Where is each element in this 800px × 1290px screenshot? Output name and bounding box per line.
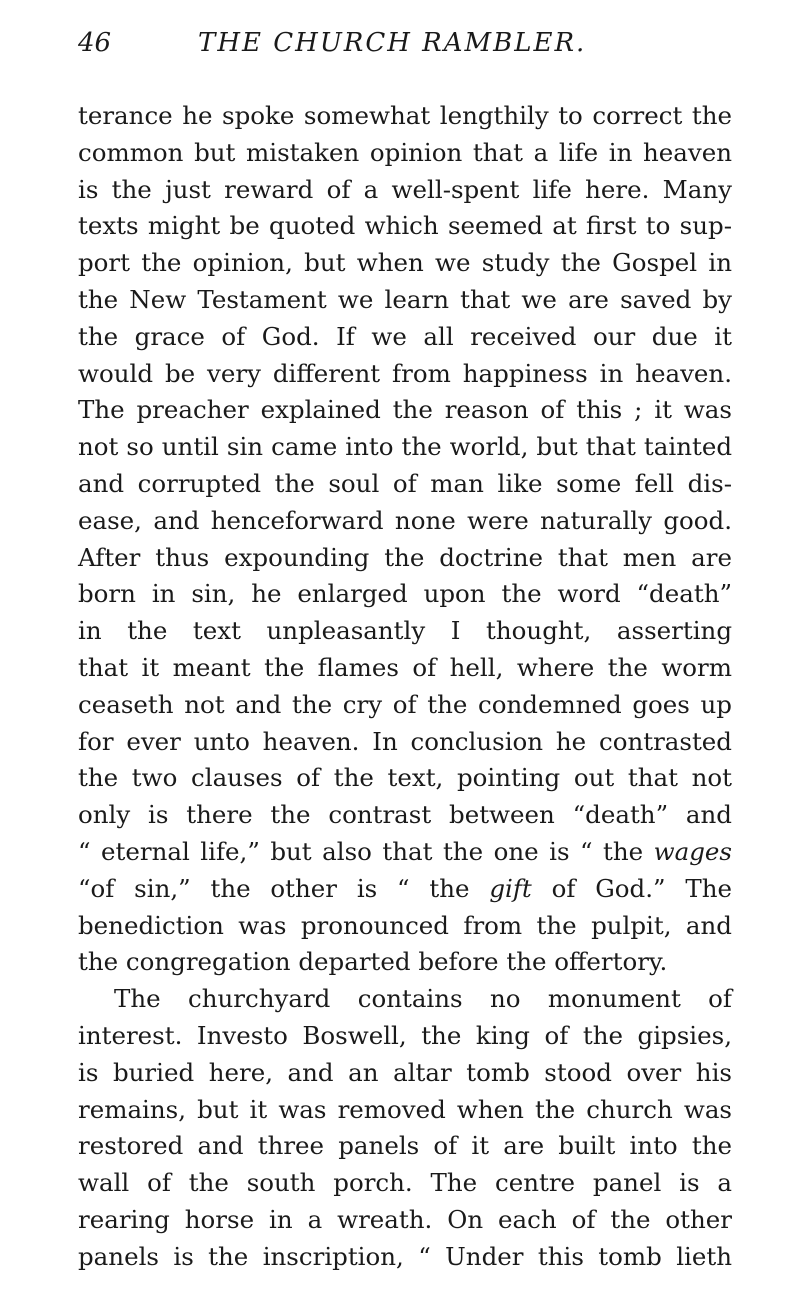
- text-line: ease, and henceforward none were naturally good.: [78, 505, 732, 535]
- text-line: The churchyard contains no monument of: [114, 984, 732, 1014]
- paragraph-1: [78, 98, 732, 981]
- text-line: is buried here, and an altar tomb stood over his: [78, 1057, 732, 1087]
- text-line: and corrupted the soul of man like some fell dis-: [78, 468, 732, 498]
- text-line: not so until sin came into the world, but that tainted: [78, 432, 732, 462]
- text-line: would be very different from happiness in heaven.: [78, 358, 732, 388]
- text-line: restored and three panels of it are built into the: [78, 1131, 732, 1161]
- italic-word: wages: [653, 836, 732, 866]
- text-line: rearing horse in a wreath. On each of the other: [78, 1204, 732, 1234]
- text-line: the grace of God. If we all received our due it: [78, 321, 732, 351]
- text-line-with-italic: [78, 834, 732, 871]
- text-line: the two clauses of the text, pointing out that not: [78, 763, 732, 793]
- text-line-with-italic: [78, 871, 732, 908]
- text-line: remains, but it was removed when the church was: [78, 1094, 732, 1124]
- body-text: [78, 98, 732, 1276]
- text-line: benediction was pronounced from the pulpit, and: [78, 910, 732, 940]
- text-line: the New Testament we learn that we are saved by: [78, 284, 732, 314]
- text-line: interest. Investo Boswell, the king of the gipsies,: [78, 1020, 732, 1050]
- text-line: for ever unto heaven. In conclusion he contrasted: [78, 726, 732, 756]
- text-line: port the opinion, but when we study the Gospel in: [78, 248, 732, 278]
- running-title: THE CHURCH RAMBLER.: [198, 28, 587, 58]
- text-line: wall of the south porch. The centre panel is a: [78, 1168, 732, 1198]
- text-line: After thus expounding the doctrine that men are: [78, 542, 732, 572]
- text-line: born in sin, he enlarged upon the word “death”: [78, 579, 732, 609]
- text-line: panels is the inscription, “ Under this tomb lieth: [78, 1241, 732, 1271]
- text-line: texts might be quoted which seemed at first to sup-: [78, 211, 732, 241]
- text-line: the congregation departed before the offertory.: [78, 947, 668, 977]
- paragraph-2: [78, 981, 732, 1275]
- text-line: is the just reward of a well-spent life here. Many: [78, 174, 732, 204]
- text-segment: of God.” The: [531, 873, 732, 903]
- text-segment: “of sin,” the other is “ the: [78, 873, 490, 903]
- text-line: terance he spoke somewhat lengthily to correct the: [78, 101, 732, 130]
- italic-word: gift: [489, 873, 532, 903]
- text-line: in the text unpleasantly I thought, asserting: [78, 616, 732, 646]
- text-segment: “ eternal life,” but also that the one is “ the: [78, 836, 654, 866]
- page-number: 46: [78, 28, 112, 58]
- page-header: [78, 28, 738, 68]
- text-line: that it meant the flames of hell, where the worm: [78, 652, 732, 682]
- text-line: ceaseth not and the cry of the condemned goes up: [78, 689, 732, 719]
- text-line: common but mistaken opinion that a life in heaven: [78, 137, 732, 167]
- text-line: The preacher explained the reason of this ; it was: [78, 395, 732, 425]
- text-line: only is there the contrast between “death” and: [78, 800, 732, 830]
